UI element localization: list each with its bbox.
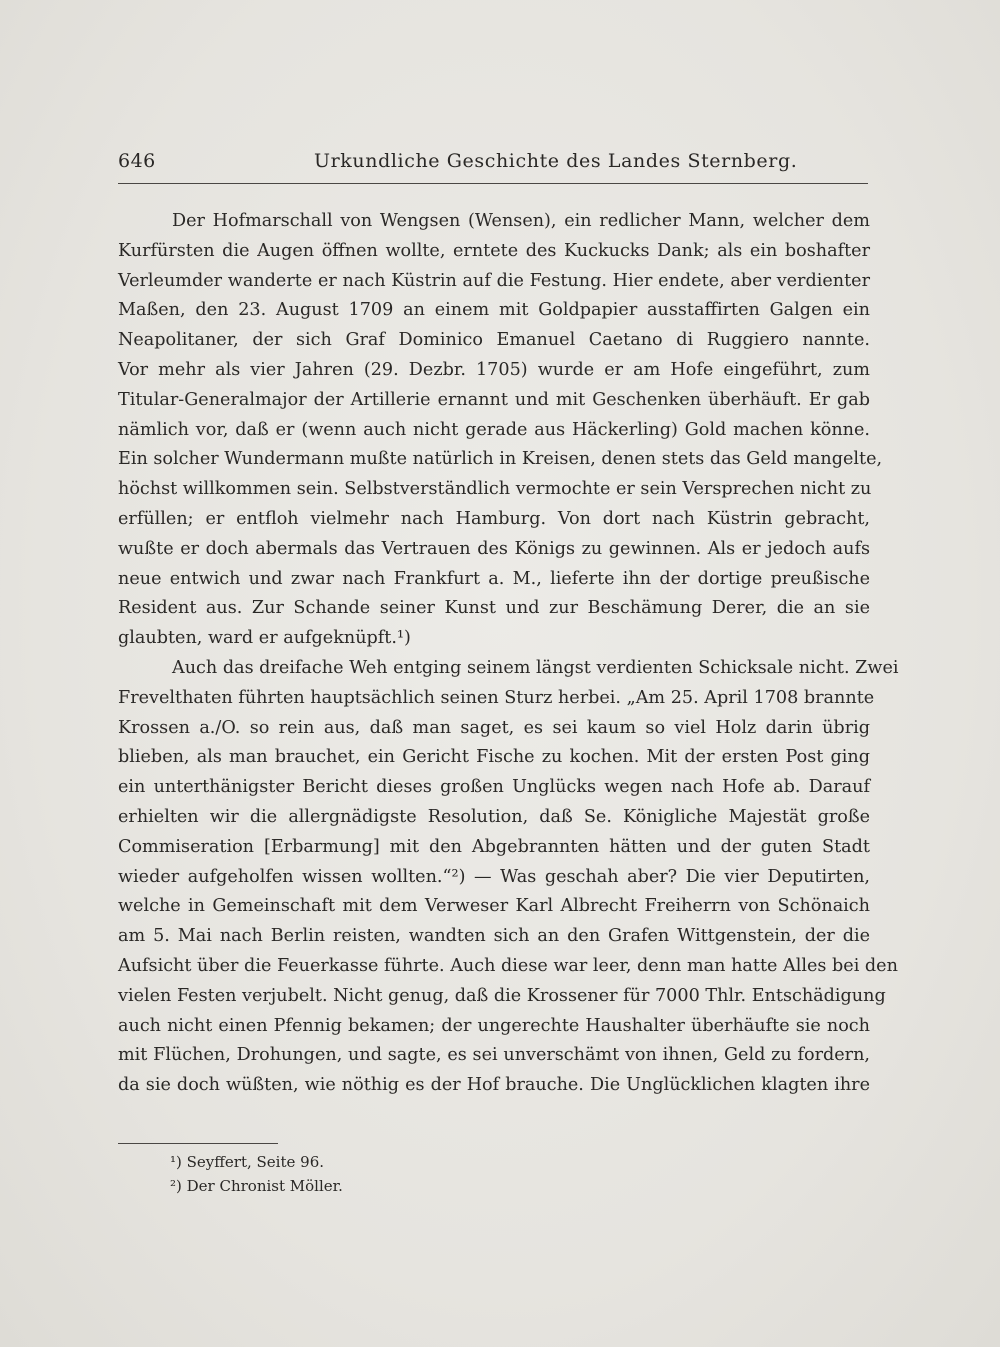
text-line: erfüllen; er entfloh vielmehr nach Hamburg. Von dort nach Küstrin gebracht, [118,508,870,529]
text-line: Krossen a./O. so rein aus, daß man saget, es sei kaum so viel Holz darin übrig [118,717,870,738]
text-line: Commiseration [Erbarmung] mit den Abgebrannten hätten und der guten Stadt [118,836,870,857]
text-line: wieder aufgeholfen wissen wollten.“²) — Was geschah aber? Die vier Deputirten, [118,866,870,887]
text-line: Neapolitaner, der sich Graf Dominico Emanuel Caetano di Ruggiero nannte. [118,330,870,351]
text-line: Kurfürsten die Augen öffnen wollte, erntete des Kuckucks Dank; als ein boshafter [118,240,870,261]
text-line: Verleumder wanderte er nach Küstrin auf die Festung. Hier endete, aber verdienter [118,270,870,291]
text-line: Aufsicht über die Feuerkasse führte. Auch diese war leer, denn man hatte Alles bei den [118,955,898,976]
text-line: Maßen, den 23. August 1709 an einem mit Goldpapier ausstaffirten Galgen ein [118,300,870,321]
text-line: wußte er doch abermals das Vertrauen des Königs zu gewinnen. Als er jedoch aufs [118,538,870,559]
text-line: vielen Festen verjubelt. Nicht genug, daß die Krossener für 7000 Thlr. Entschädigung [118,985,886,1006]
text-line: erhielten wir die allergnädigste Resolution, daß Se. Königliche Majestät große [118,806,870,827]
text-line: Resident aus. Zur Schande seiner Kunst und zur Beschämung Derer, die an sie [118,598,870,619]
text-line: höchst willkommen sein. Selbstverständlich vermochte er sein Versprechen nicht zu [118,479,872,500]
running-title: Urkundliche Geschichte des Landes Sternberg. [314,150,798,172]
text-line: Ein solcher Wundermann mußte natürlich in Kreisen, denen stets das Geld mangelte, [118,449,883,470]
text-line: Frevelthaten führten hauptsächlich seinen Sturz herbei. „Am 25. April 1708 brannte [118,687,875,708]
page-number: 646 [118,150,156,172]
text-line: Titular-Generalmajor der Artillerie ernannt und mit Geschenken überhäuft. Er gab [118,389,870,410]
text-line: Auch das dreifache Weh entging seinem längst verdienten Schicksale nicht. Zwei [172,657,899,678]
body-text [118,207,899,1101]
text-line: Der Hofmarschall von Wengsen (Wensen), ein redlicher Mann, welcher dem [172,211,870,231]
page-header [118,150,868,180]
header-rule [118,183,868,184]
text-line: glaubten, ward er aufgeknüpft.¹) [118,628,411,649]
text-line: welche in Gemeinschaft mit dem Verweser Karl Albrecht Freiherrn von Schönaich [118,896,870,917]
footnotes [170,1150,670,1198]
text-line: auch nicht einen Pfennig bekamen; der ungerechte Haushalter überhäufte sie noch [118,1015,870,1036]
text-line: neue entwich und zwar nach Frankfurt a. M., lieferte ihn der dortige preußische [118,568,870,589]
text-line: da sie doch wüßten, wie nöthig es der Hof brauche. Die Unglücklichen klagten ihre [118,1075,870,1096]
text-line: Vor mehr als vier Jahren (29. Dezbr. 1705) wurde er am Hofe eingeführt, zum [118,359,870,380]
text-line: ein unterthänigster Bericht dieses großen Unglücks wegen nach Hofe ab. Darauf [118,777,870,798]
text-line: blieben, als man brauchet, ein Gericht Fische zu kochen. Mit der ersten Post ging [118,747,870,768]
text-line: mit Flüchen, Drohungen, und sagte, es sei unverschämt von ihnen, Geld zu fordern, [118,1045,870,1066]
footnote: ²) Der Chronist Möller. [170,1177,343,1195]
text-line: am 5. Mai nach Berlin reisten, wandten sich an den Grafen Wittgenstein, der die [118,926,870,947]
footnote-rule [118,1143,278,1144]
text-line: nämlich vor, daß er (wenn auch nicht gerade aus Häckerling) Gold machen könne. [118,419,870,440]
footnote: ¹) Seyffert, Seite 96. [170,1153,325,1171]
